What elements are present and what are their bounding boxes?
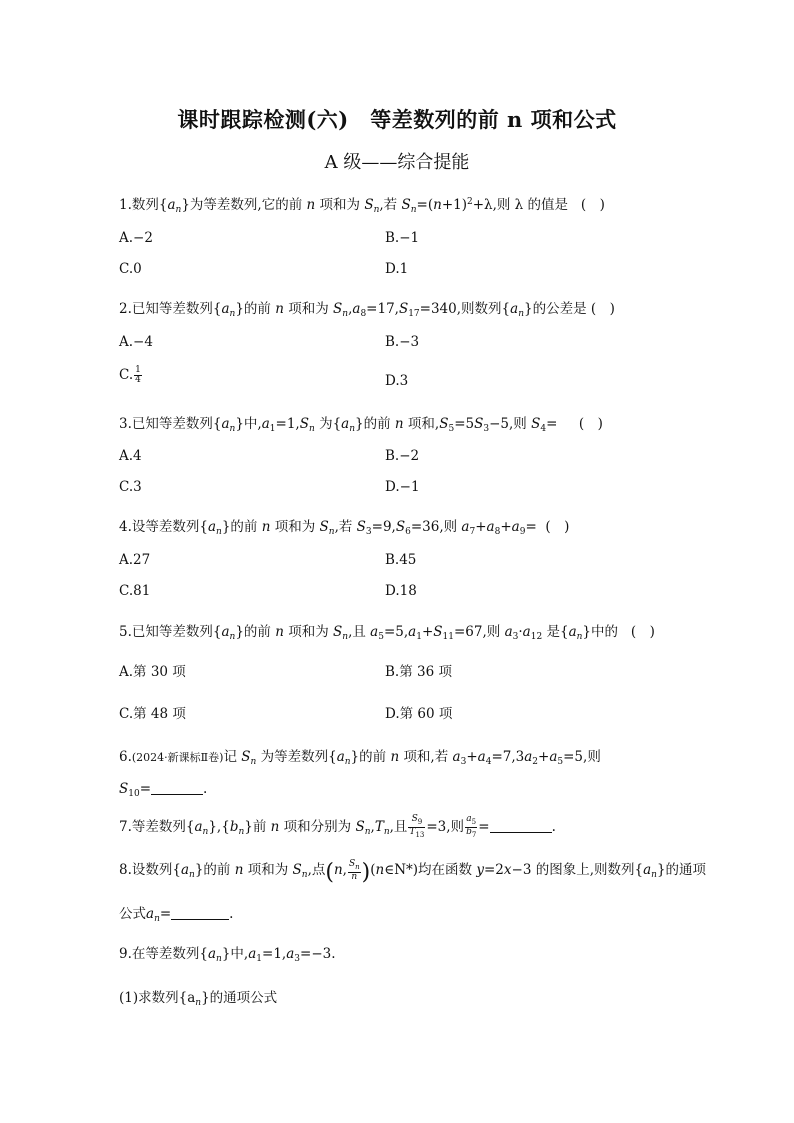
answer-blank[interactable]	[171, 907, 229, 920]
section-heading: A 级——综合提能	[324, 152, 470, 173]
fraction-s9-t13: $\frac{S_9}{T_{13}}$	[409, 814, 425, 839]
question-5: 5.已知等差数列$\{a_n\}$的前 n 项和为 $S_n$,且 $a_5=5,a_1+S_{11}=67$,则 $a_3\cdot a_{12}$ 是$\{a_n\}$中的 ( )	[119, 624, 655, 642]
fraction: $\frac{1}{4}$	[135, 365, 141, 385]
question-9-part-1: (1)求数列$\{a_n\}$的通项公式	[119, 990, 278, 1008]
q4-option-d: D.18	[385, 583, 417, 599]
page-title: 课时跟踪检测(六) 等差数列的前 n 项和公式	[177, 107, 617, 132]
answer-blank[interactable]	[151, 782, 203, 795]
question-1: 1.数列$\{a_n\}$为等差数列,它的前 n 项和为 $S_n$,若 $S_n=(n+1)^2+\lambda$,则 λ 的值是 ( )	[119, 197, 605, 215]
answer-blank[interactable]	[490, 820, 552, 833]
question-4: 4.设等差数列$\{a_n\}$的前 n 项和为 $S_n$,若 $S_3=9,S_6=36$,则 $a_7+a_8+a_9=$ ( )	[119, 519, 570, 537]
q3-option-a: A.4	[119, 448, 142, 464]
q2-option-a: A.−4	[119, 334, 153, 350]
q2-option-c: C. $\frac{1}{4}$	[119, 365, 141, 385]
question-7: 7.等差数列$\{a_n\},\{b_n\}$前 n 项和分别为 $S_n,T_n$,且 $\frac{S_9}{T_{13}}$ =3,则 $\frac{a_5}{b_7}$ = .	[119, 814, 556, 839]
q5-option-c: C.第 48 项	[119, 706, 186, 722]
question-6: 6.(2024·新课标Ⅱ卷)记 $S_n$ 为等差数列$\{a_n\}$的前 n 项和,若 $a_3+a_4=7,3a_2+a_5=5$,则	[119, 749, 601, 767]
question-6-answer-line: $S_{10}=$ .	[119, 781, 208, 799]
q4-option-a: A.27	[119, 552, 151, 568]
question-2: 2.已知等差数列$\{a_n\}$的前 n 项和为 $S_n,a_8=17,S_{17}=340$,则数列$\{a_n\}$的公差是 ( )	[119, 301, 615, 319]
question-8-answer-line: 公式$a_n=$ .	[119, 906, 234, 924]
q4-option-c: C.81	[119, 583, 151, 599]
q4-option-b: B.45	[385, 552, 417, 568]
q5-option-a: A.第 30 项	[119, 664, 186, 680]
fraction-sn-n: $\frac{S_n}{n}$	[348, 858, 360, 882]
q1-option-b: B.−1	[385, 230, 420, 246]
q1-option-d: D.1	[385, 261, 409, 277]
q5-option-b: B.第 36 项	[385, 664, 452, 680]
question-3: 3.已知等差数列$\{a_n\}$中$,a_1=1,S_n$ 为$\{a_n\}$的前 n 项和$,S_5=5S_3-5$,则 $S_4=$ ( )	[119, 416, 603, 434]
q3-option-d: D.−1	[385, 479, 420, 495]
q2-option-b: B.−3	[385, 334, 420, 350]
q2-option-d: D.3	[385, 373, 409, 389]
q1-option-a: A.−2	[119, 230, 153, 246]
q1-option-c: C.0	[119, 261, 142, 277]
q3-option-c: C.3	[119, 479, 142, 495]
question-9: 9.在等差数列$\{a_n\}$中$,a_1=1,a_3=-3$.	[119, 946, 336, 964]
q3-option-b: B.−2	[385, 448, 420, 464]
fraction-a5-b7: $\frac{a_5}{b_7}$	[466, 814, 477, 839]
question-8: 8.设数列$\{a_n\}$的前 n 项和为 $S_n$,点(n, $\frac{S_n}{n}$ )(n∈N*)均在函数 y=2x−3 的图象上,则数列$\{a_n\}$的通项	[119, 858, 707, 885]
q5-option-d: D.第 60 项	[385, 706, 453, 722]
